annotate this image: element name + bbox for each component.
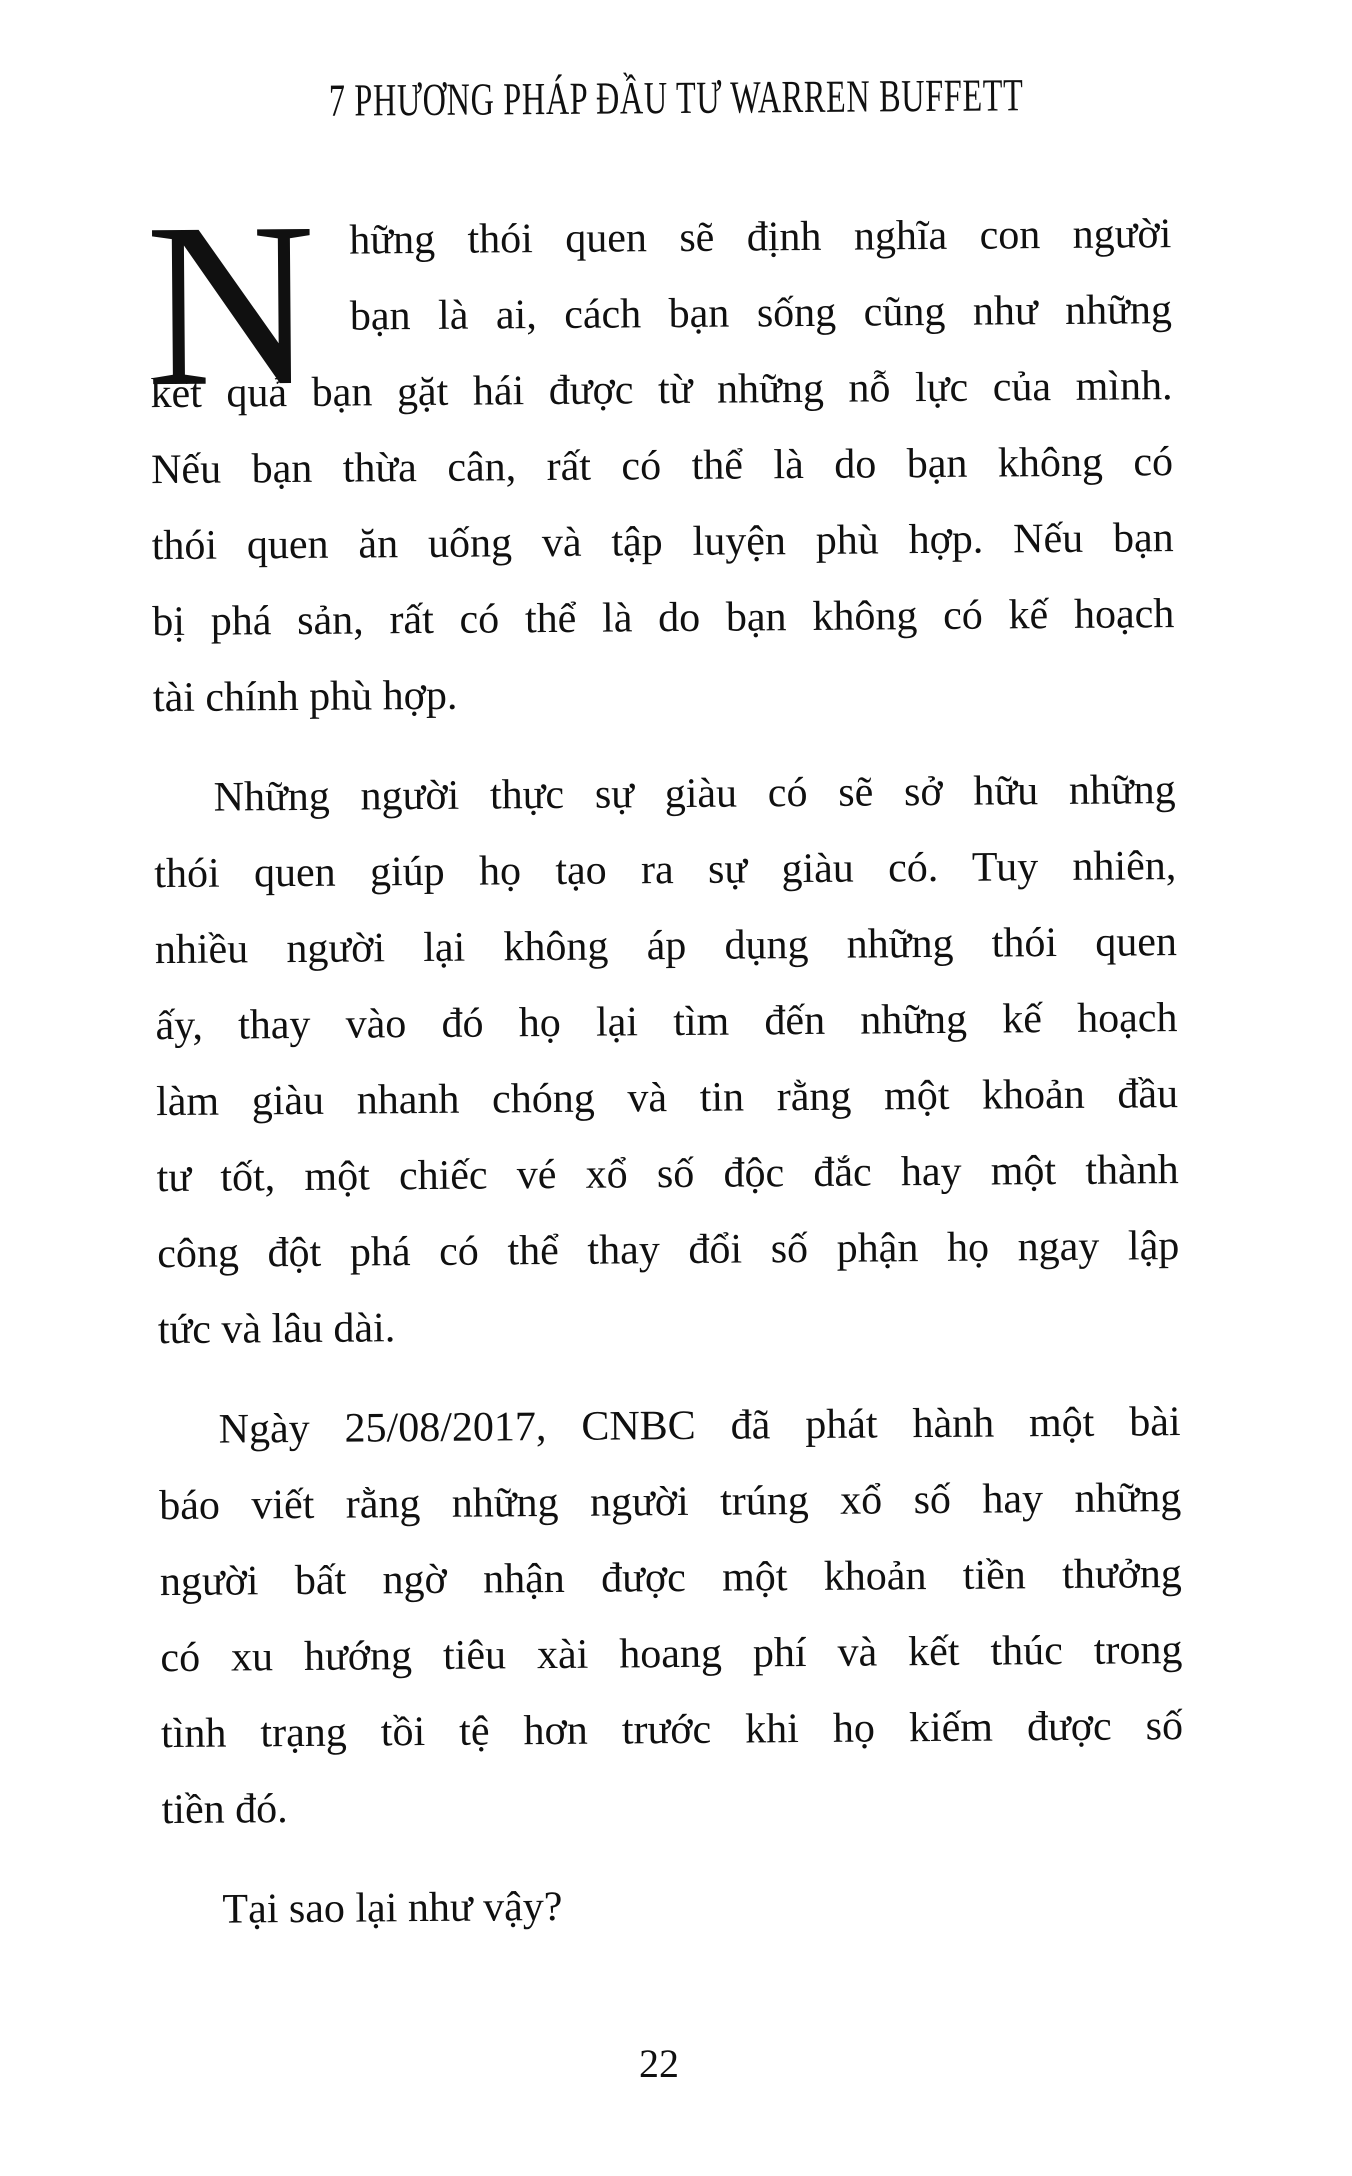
text-line: Những người thực sự giàu có sẽ sở hữu những: [213, 767, 1176, 821]
paragraph-4: [162, 1864, 1185, 1948]
text-line: tình trạng tồi tệ hơn trước khi họ kiếm được số: [160, 1703, 1184, 1758]
text-line: tư tốt, một chiếc vé xổ số độc đắc hay một thành: [156, 1147, 1179, 1202]
page-number: 22: [639, 2041, 679, 2086]
text-line: bị phá sản, rất có thể là do bạn không có kế hoạch: [152, 591, 1175, 646]
paragraph-1: [144, 173, 1175, 736]
text-line: Nếu bạn thừa cân, rất có thể là do bạn không có: [150, 439, 1174, 494]
text-line: bạn là ai, cách bạn sống cũng như những: [349, 287, 1173, 340]
running-header: 7 PHƯƠNG PHÁP ĐẦU TƯ WARREN BUFFETT: [328, 69, 1024, 126]
text-line: công đột phá có thể thay đổi số phận họ ngay lập: [157, 1223, 1180, 1278]
drop-cap: N: [144, 173, 317, 436]
text-line: Tại sao lại như vậy?: [222, 1883, 563, 1933]
body-text: [144, 173, 1185, 1948]
text-line: tức và lâu dài.: [157, 1305, 396, 1354]
text-line: báo viết rằng những người trúng xổ số hay những: [159, 1475, 1182, 1530]
paragraph-3: [158, 1384, 1184, 1848]
text-line: hững thói quen sẽ định nghĩa con người: [349, 211, 1172, 264]
text-line: tài chính phù hợp.: [152, 672, 458, 722]
text-line: kết quả bạn gặt hái được từ những nỗ lực của mình.: [150, 363, 1173, 418]
text-line: tiền đó.: [161, 1786, 288, 1834]
text-line: làm giàu nhanh chóng và tin rằng một khoản đầu: [155, 1071, 1179, 1126]
paragraph-2: [153, 752, 1180, 1368]
text-line: Ngày 25/08/2017, CNBC đã phát hành một bài: [218, 1399, 1181, 1453]
text-line: thói quen ăn uống và tập luyện phù hợp. Nếu bạn: [151, 515, 1174, 570]
text-line: người bất ngờ nhận được một khoản tiền thưởng: [159, 1551, 1183, 1606]
page-content: [0, 65, 1352, 1950]
text-line: có xu hướng tiêu xài hoang phí và kết thúc trong: [160, 1627, 1183, 1682]
text-line: thói quen giúp họ tạo ra sự giàu có. Tuy nhiên,: [154, 843, 1177, 898]
text-line: nhiều người lại không áp dụng những thói quen: [154, 919, 1178, 974]
text-line: ấy, thay vào đó họ lại tìm đến những kế hoạch: [155, 995, 1178, 1050]
